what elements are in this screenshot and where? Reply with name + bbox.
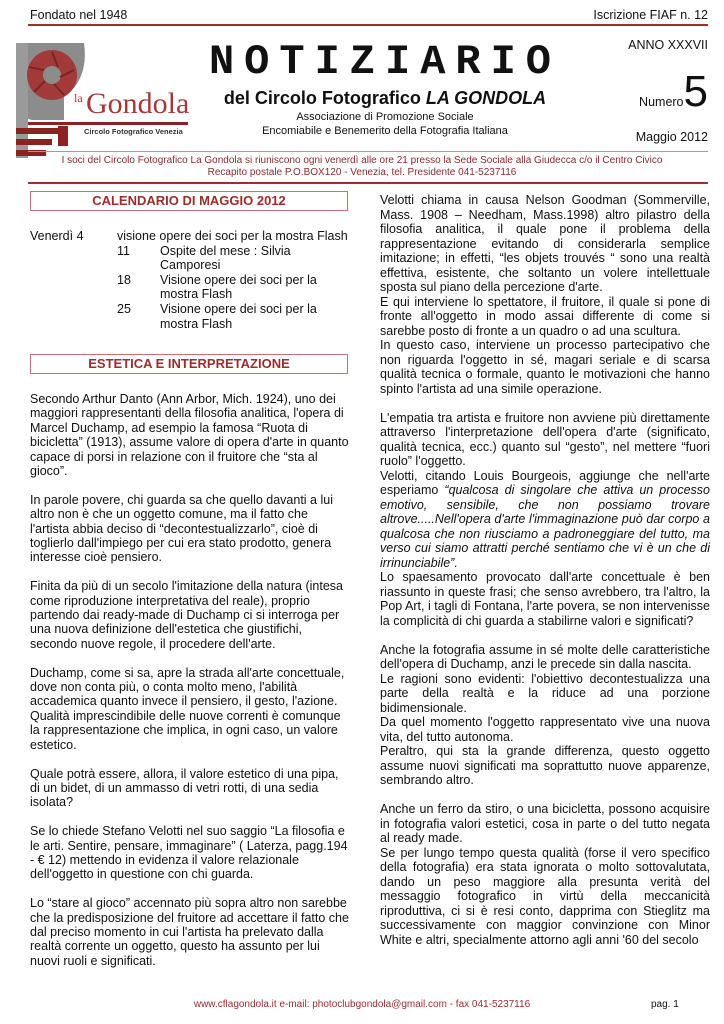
article-paragraph: Se lo chiede Stefano Velotti nel suo saggio “La filosofia e le arti. Sentire, pensare, immaginare” ( Laterza, pagg.194 - € 12) mettendo in evidenza il valore relazionale dell'oggetto in questione con chi guarda. — [30, 824, 348, 882]
calendar-date: 11 — [117, 243, 130, 258]
article-sentence: Da quel momento l'oggetto rappresentato vive una nuova vita, del tutto autonoma. — [380, 715, 710, 744]
article-paragraph — [380, 643, 710, 788]
article-left-column — [30, 392, 350, 983]
fiaf-registration: Iscrizione FIAF n. 12 — [593, 8, 708, 22]
bourgeois-quote: “qualcosa di singolare che attiva un processo emotivo, sensibile, che non possiamo trovare altrove.....Nell'opera d'arte l'immaginazione può dar corpo a qualcosa che non riusciamo a padroneggiare del tutto, ma verso cui siamo attratti perché sentiamo che vi è un che di irrinunciabile”. — [380, 483, 710, 570]
calendar-entry — [30, 273, 350, 302]
calendar-entry — [30, 302, 350, 331]
calendar-event: Ospite del mese : Silvia Camporesi — [160, 243, 291, 273]
newsletter-subtitle — [190, 88, 580, 109]
subtitle-prefix: del Circolo Fotografico — [223, 88, 426, 108]
article-paragraph: Lo “stare al gioco” accennato più sopra altro non sarebbe che la predisposizione del fruitore ad accettare il fatto che dal preciso momento in cui l'artista ha prelevato dalla realtà corrente un oggetto, questo ha assunto per lui nuovi ruoli e significati. — [30, 896, 349, 968]
calendar-date: 18 — [117, 272, 131, 287]
meeting-info: I soci del Circolo Fotografico La Gondola si riuniscono ogni venerdì alle ore 21 presso la Sede Sociale alla Giudecca c/o il Centro Civico — [61, 155, 663, 166]
calendar-event: Visione opere dei soci per la mostra Flash — [160, 301, 317, 331]
number-value: 5 — [683, 67, 708, 116]
article-paragraph: Finita da più di un secolo l'imitazione della natura (intesa come riproduzione interpretativa del reale), proprio partendo dai ready-made di Duchamp ci si interroga per una nuova definizione dell'estetica che giustifichi, secondo nuove regole, il procedere dell'arte. — [30, 579, 343, 651]
header-divider — [28, 151, 708, 152]
calendar-event: Visione opere dei soci per la mostra Flash — [160, 272, 317, 302]
article-paragraph: Secondo Arthur Danto (Ann Arbor, Mich. 1924), uno dei maggiori rappresentanti della filosofia analitica, l'opera di Marcel Duchamp, ad esempio la famosa “Ruota di bicicletta” (1913), assume valore di opera d'arte in quanto capace di porsi in relazione con il fruitore che “sta al gioco”. — [30, 392, 349, 479]
calendar-date: 25 — [117, 301, 131, 316]
logo-tagline: Circolo Fotografico Venezia — [84, 127, 183, 136]
article-paragraph — [380, 411, 710, 629]
calendar-entry — [30, 229, 350, 244]
founded-text: Fondato nel 1948 — [30, 8, 128, 22]
issue-date: Maggio 2012 — [635, 130, 708, 144]
article-sentence: Se per lungo tempo questa qualità (forse il vero specifico della fotografia) era stata ignorata o molto sottovalutata, dando un peso maggiore alla presunta verità del messaggio fotografico in virtù della meccanicità riproduttiva, ci si è resi conto, dapprima con Stieglitz ma successivamente con maggior convinzione con Minor White e altri, specialmente attorno agli anni '60 del secolo — [380, 845, 710, 947]
calendar-list — [30, 229, 350, 331]
article-sentence: Peraltro, qui sta la grande differenza, questo oggetto assume nuovi significati ma soprattutto nuove apparenze, sembrando altro. — [380, 744, 710, 787]
logo-la: la — [74, 91, 83, 105]
article-sentence: Anche un ferro da stiro, o una bicicletta, possono acquisire in fotografia valori estetici, cosa in parte o del tutto negata al ready made. — [380, 802, 710, 845]
newsletter-title: NOTIZIARIO — [208, 38, 562, 86]
postal-info: Recapito postale P.O.BOX120 - Venezia, tel. Presidente 041-5237116 — [207, 167, 517, 178]
calendar-heading: CALENDARIO DI MAGGIO 2012 — [30, 191, 348, 211]
article-sentence — [380, 469, 710, 571]
calendar-entry — [30, 244, 350, 273]
top-divider — [28, 24, 708, 26]
calendar-day: Venerdì 4 — [30, 229, 84, 243]
quote-intro: Velotti, citando Louis Bourgeois, aggiunge che nell'arte esperiamo — [380, 468, 710, 497]
honor-text: Encomiabile e Benemerito della Fotografia Italiana — [262, 125, 508, 137]
gondola-logo — [14, 40, 189, 158]
issue-number — [639, 67, 708, 124]
article-sentence: In questo caso, interviene un processo partecipativo che non riguarda l'oggetto in sé, magari seriale e di scarsa qualità tecnica o formale, quanto le motivazioni che hanno spinto l'artista ad una simile operazione. — [380, 338, 710, 396]
article-paragraph — [380, 802, 710, 947]
article-sentence: Le ragioni sono evidenti: l'obiettivo decontestualizza una parte della realtà e la riduce ad una porzione bidimensionale. — [380, 671, 710, 715]
article-right-column — [380, 193, 710, 947]
article-sentence: Velotti chiama in causa Nelson Goodman (Sommerville, Mass. 1908 – Needham, Mass.1998) altro pilastro della filosofia analitica, il quale pone il problema della rappresentazione evitando di considerarla semplice imitazione; in effetti, “les objets trouvés “ sono una realtà effettiva, esistente, che soltanto un volere intellettuale sposta sul piano della percezione d'arte. — [380, 193, 710, 294]
article-sentence: L'empatia tra artista e fruitore non avviene più direttamente attraverso l'interpretazione dell'opera d'arte (significato, qualità tecnica, ecc.) quanto sul “gesto”, nel mettere “fuori ruolo” l'oggetto. — [380, 410, 710, 468]
info-divider — [28, 182, 708, 184]
article-paragraph: In parole povere, chi guarda sa che quello davanti a lui altro non è che un oggetto comune, ma il fatto che l'artista abbia deciso di “decontestualizzarlo”, cioè di toglierlo dall'impiego per cui era stato prodotto, genera interesse cioè pensiero. — [30, 492, 333, 565]
article-paragraph — [380, 193, 710, 396]
article-heading: ESTETICA E INTERPRETAZIONE — [30, 354, 348, 374]
article-sentence: Anche la fotografia assume in sé molte delle caratteristiche dell'opera di Duchamp, anzi le precede sin dalla nascita. — [380, 642, 710, 671]
year-label: ANNO XXXVII — [628, 38, 708, 52]
article-paragraph: Duchamp, come si sa, apre la strada all'arte concettuale, dove non conta più, o conta molto meno, l'abilità accademica quanto invece il pensiero, il gesto, l'azione. Qualità imprescindibile delle nuove correnti è comunque la rappresentazione che implica, in ogni caso, un valore estetico. — [30, 665, 345, 752]
footer-contact: www.cflagondola.it e-mail: photoclubgondola@gmail.com - fax 041-5237116 — [193, 999, 531, 1010]
page-number: pag. 1 — [651, 999, 679, 1010]
club-name: LA GONDOLA — [425, 88, 547, 108]
number-label: Numero — [639, 95, 684, 109]
article-sentence: E qui interviene lo spettatore, il fruitore, il quale si pone di fronte all'oggetto in modo assai differente di come si sarebbe posto di fronte a un quadro o ad una scultura. — [380, 294, 710, 338]
logo-name: Gondola — [86, 87, 190, 120]
association-text: Associazione di Promozione Sociale — [296, 111, 474, 123]
article-sentence: Lo spaesamento provocato dall'arte concettuale è ben riassunto in queste frasi; che senso avrebbero, tra l'altro, la Pop Art, i tagli di Fontana, l'arte povera, se non intervenisse la complicità di chi guarda a stabilirne valori e significati? — [380, 570, 710, 628]
calendar-event: visione opere dei soci per la mostra Flash — [117, 229, 348, 243]
article-paragraph: Quale potrà essere, allora, il valore estetico di una pipa, di un bidet, di un ammasso di vetri rotti, di una sedia isolata? — [30, 766, 339, 810]
